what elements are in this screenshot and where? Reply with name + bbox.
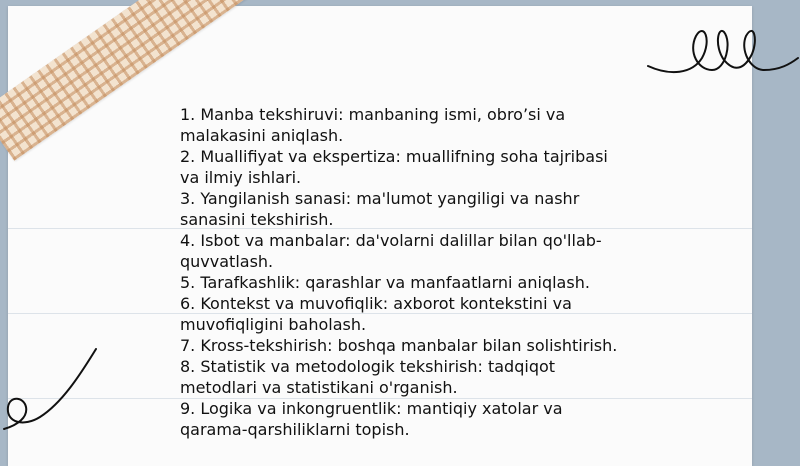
curl-doodle-icon — [0, 345, 100, 435]
list-item: 4. Isbot va manbalar: da'volarni dalillar bilan qo'llab-quvvatlash. — [180, 231, 602, 271]
list-item: 3. Yangilanish sanasi: ma'lumot yangiligi va nashr sanasini tekshirish. — [180, 189, 580, 229]
handwritten-loops-icon — [640, 14, 800, 84]
list-item: 8. Statistik va metodologik tekshirish: tadqiqot metodlari va statistikani o'rganish. — [180, 357, 556, 397]
list-item: 5. Tarafkashlik: qarashlar va manfaatlarni aniqlash. — [180, 273, 590, 292]
list-item: 2. Muallifiyat va ekspertiza: muallifning soha tajribasi va ilmiy ishlari. — [180, 147, 608, 187]
list-item: 1. Manba tekshiruvi: manbaning ismi, obro’si va malakasini aniqlash. — [180, 105, 566, 145]
list-item: 6. Kontekst va muvofiqlik: axborot kontekstini va muvofiqligini baholash. — [180, 294, 572, 334]
checklist-text — [180, 104, 630, 440]
list-item: 7. Kross-tekshirish: boshqa manbalar bilan solishtirish. — [180, 336, 618, 355]
list-item: 9. Logika va inkongruentlik: mantiqiy xatolar va qarama-qarshiliklarni topish. — [180, 399, 563, 439]
